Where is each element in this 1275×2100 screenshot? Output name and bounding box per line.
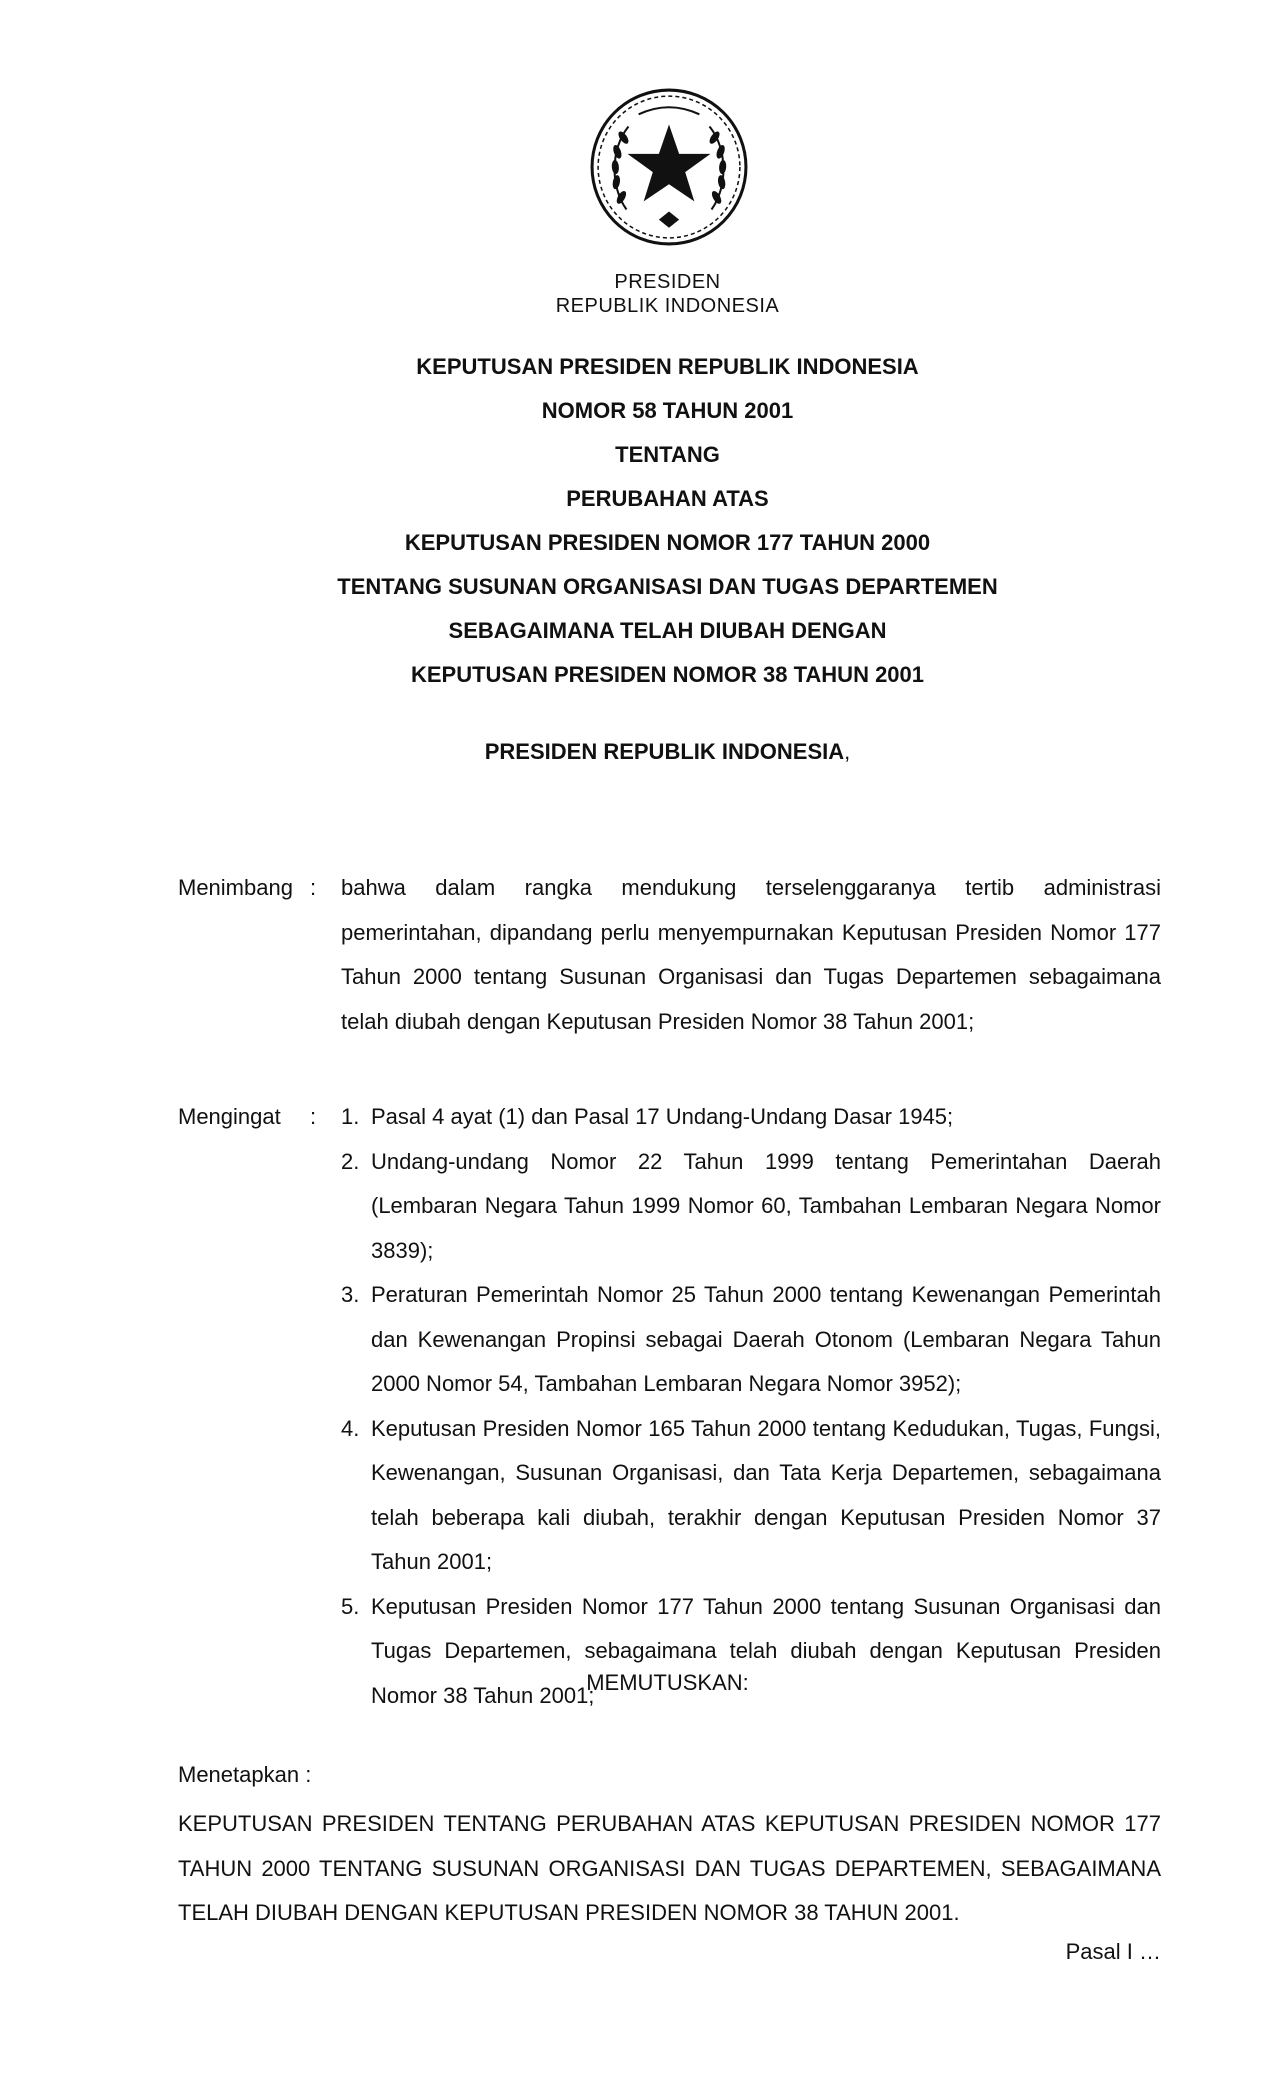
list-item-text: Keputusan Presiden Nomor 165 Tahun 2000 tentang Kedudukan, Tugas, Fungsi, Kewenangan, Susunan Organisasi, dan Tata Kerja Departemen, sebagaimana telah beberapa kali diubah, terakhir dengan Keputusan Presiden Nomor 37 Tahun 2001; xyxy=(371,1415,1161,1574)
mengingat-colon: : xyxy=(310,1104,317,1129)
title-line: KEPUTUSAN PRESIDEN REPUBLIK INDONESIA xyxy=(416,354,919,379)
list-item-number: 5. xyxy=(341,1593,360,1619)
presidential-seal-icon xyxy=(588,86,750,248)
title-line: TENTANG SUSUNAN ORGANISASI DAN TUGAS DEPARTEMEN xyxy=(337,574,998,599)
document-title xyxy=(0,345,1275,697)
list-item-number: 1. xyxy=(341,1104,360,1129)
continuation-footer: Pasal I … xyxy=(1065,1939,1161,1964)
list-item xyxy=(341,1273,1161,1407)
title-line: KEPUTUSAN PRESIDEN NOMOR 177 TAHUN 2000 xyxy=(404,530,931,555)
title-line: PERUBAHAN ATAS xyxy=(566,486,769,511)
menimbang-text: bahwa dalam rangka mendukung terselenggaranya tertib administrasi pemerintahan, dipandang perlu menyempurnakan Keputusan Presiden Nomor 177 Tahun 2000 tentang Susunan Organisasi dan Tugas Departemen sebagaimana telah diubah dengan Keputusan Presiden Nomor 38 Tahun 2001; xyxy=(341,875,1161,1034)
mengingat-list xyxy=(341,1095,1161,1718)
president-heading xyxy=(0,737,1275,767)
decision-text: KEPUTUSAN PRESIDEN TENTANG PERUBAHAN ATAS KEPUTUSAN PRESIDEN NOMOR 177 TAHUN 2000 TENTANG SUSUNAN ORGANISASI DAN TUGAS DEPARTEMEN, SEBAGAIMANA TELAH DIUBAH DENGAN KEPUTUSAN PRESIDEN NOMOR 38 TAHUN 2001. xyxy=(178,1811,1161,1925)
list-item-number: 4. xyxy=(341,1415,360,1441)
list-item-number: 2. xyxy=(341,1148,360,1174)
title-line: KEPUTUSAN PRESIDEN NOMOR 38 TAHUN 2001 xyxy=(410,662,925,687)
list-item-text: Pasal 4 ayat (1) dan Pasal 17 Undang-Undang Dasar 1945; xyxy=(371,1104,954,1129)
list-item-text: Undang-undang Nomor 22 Tahun 1999 tentang Pemerintahan Daerah (Lembaran Negara Tahun 1999 Nomor 60, Tambahan Lembaran Negara Nomor 3839); xyxy=(371,1148,1161,1263)
president-heading-text: PRESIDEN REPUBLIK INDONESIA xyxy=(484,739,845,764)
title-line: SEBAGAIMANA TELAH DIUBAH DENGAN xyxy=(448,618,887,643)
seal-caption-line1: PRESIDEN xyxy=(614,271,721,293)
seal-caption-line2: REPUBLIK INDONESIA xyxy=(555,295,780,317)
list-item xyxy=(341,1095,1161,1140)
list-item-number: 3. xyxy=(341,1282,360,1307)
president-heading-suffix: , xyxy=(844,739,851,764)
title-line: TENTANG xyxy=(615,442,720,467)
memutuskan-heading: MEMUTUSKAN: xyxy=(586,1670,749,1695)
menimbang-label: Menimbang xyxy=(178,875,293,900)
list-item-text: Keputusan Presiden Nomor 177 Tahun 2000 tentang Susunan Organisasi dan Tugas Departemen, sebagaimana telah diubah dengan Keputusan Presiden Nomor 38 Tahun 2001; xyxy=(371,1593,1161,1708)
list-item xyxy=(341,1140,1161,1274)
mengingat-label: Mengingat xyxy=(178,1104,281,1129)
list-item xyxy=(341,1407,1161,1585)
title-line: NOMOR 58 TAHUN 2001 xyxy=(541,398,794,423)
menetapkan-label: Menetapkan : xyxy=(178,1762,312,1787)
list-item-text: Peraturan Pemerintah Nomor 25 Tahun 2000 tentang Kewenangan Pemerintah dan Kewenangan Propinsi sebagai Daerah Otonom (Lembaran Negara Tahun 2000 Nomor 54, Tambahan Lembaran Negara Nomor 3952); xyxy=(371,1282,1161,1396)
menimbang-colon: : xyxy=(310,875,317,900)
